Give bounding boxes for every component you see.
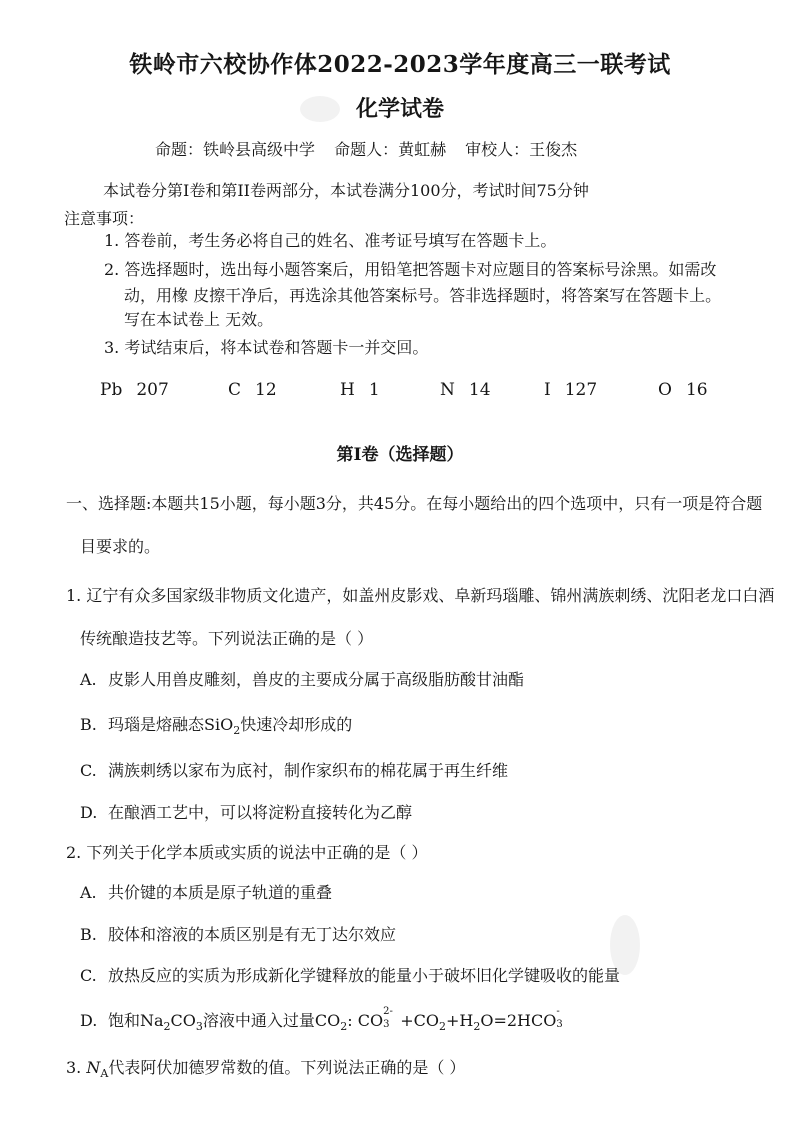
formula: +CO <box>395 1011 439 1030</box>
exam-subject: 化学试卷 <box>355 96 444 122</box>
formula: +H <box>445 1011 474 1030</box>
question-2-option-d <box>80 1006 563 1034</box>
section-instruction-continued: 目要求的。 <box>80 537 161 556</box>
element-symbol: N <box>440 380 455 400</box>
element-symbol: I <box>544 380 551 400</box>
option-label: B. <box>80 715 97 734</box>
formula-subscript: 3 <box>383 1019 390 1030</box>
question-number: 3. <box>66 1058 82 1077</box>
avogadro-symbol: N <box>86 1058 101 1077</box>
option-label: B. <box>80 925 97 944</box>
formula-subscript: 2 <box>473 1020 481 1034</box>
option-text: 放热反应的实质为形成新化学键释放的能量小于破坏旧化学键吸收的能量 <box>108 966 621 985</box>
atomic-mass-entry <box>544 380 597 400</box>
option-label: D. <box>80 803 98 822</box>
atomic-mass-entry <box>440 380 491 400</box>
question-text: 代表阿伏加德罗常数的值。下列说法正确的是（ ） <box>108 1058 466 1077</box>
exam-title: 铁岭市六校协作体2022-2023学年度高三一联考试 <box>129 51 671 78</box>
element-mass: 1 <box>368 380 380 400</box>
note-item: 1. 答卷前，考生务必将自己的姓名、准考证号填写在答题卡上。 <box>104 231 557 250</box>
formula-text: : CO <box>347 1011 384 1030</box>
note-item: 3. 考试结束后，将本试卷和答题卡一并交回。 <box>104 338 429 357</box>
element-mass: 127 <box>564 380 598 400</box>
atomic-mass-entry <box>100 380 169 400</box>
formula-subscript: 3 <box>195 1020 203 1034</box>
question-1-stem: 1. 辽宁有众多国家级非物质文化遗产，如盖州皮影戏、阜新玛瑙雕、锦州满族刺绣、沈阳老龙口白酒 <box>66 586 775 605</box>
notes-heading: 注意事项： <box>64 209 145 228</box>
element-symbol: H <box>340 380 355 400</box>
formula-subscript: A <box>100 1067 109 1081</box>
element-symbol: Pb <box>100 380 123 400</box>
formula-subscript: 3 <box>556 1019 563 1030</box>
atomic-mass-list <box>100 380 740 408</box>
element-symbol: C <box>228 380 242 400</box>
formula-subscript: 2 <box>340 1020 348 1034</box>
atomic-mass-entry <box>658 380 708 400</box>
question-2-option-a <box>80 880 332 903</box>
formula-superscript: 2- <box>383 1006 393 1017</box>
formula-subscript: 2 <box>438 1020 446 1034</box>
question-1-option-a <box>80 667 524 690</box>
exam-intro: 本试卷分第I卷和第II卷两部分，本试卷满分100分，考试时间75分钟 <box>103 181 589 200</box>
question-2-option-c <box>80 963 620 986</box>
option-text: 皮影人用兽皮雕刻，兽皮的主要成分属于高级脂肪酸甘油酯 <box>108 670 525 689</box>
option-text: 溶液中通入过量CO <box>202 1011 341 1030</box>
section-title: 第I卷（选择题） <box>336 445 464 465</box>
option-text: 胶体和溶液的本质区别是有无丁达尔效应 <box>108 925 397 944</box>
formula <box>347 1006 393 1030</box>
option-text: 共价键的本质是原子轨道的重叠 <box>108 883 333 902</box>
element-mass: 207 <box>136 380 169 400</box>
formula-text: O=2HCO <box>480 1011 557 1030</box>
formula: SiO <box>204 715 234 734</box>
atomic-mass-entry <box>228 380 277 400</box>
option-text: 饱和Na <box>108 1011 164 1030</box>
option-label: A. <box>80 670 97 689</box>
question-1-option-b <box>80 712 352 737</box>
note-item-continued: 动，用橡 皮擦干净后，再选涂其他答案标号。答非选择题时，将答案写在答题卡上。 <box>124 286 722 305</box>
option-label: C. <box>80 966 97 985</box>
question-1-option-d <box>80 800 412 823</box>
element-mass: 12 <box>255 380 277 400</box>
atomic-mass-entry <box>340 380 380 400</box>
element-mass: 14 <box>468 380 491 400</box>
section-instruction: 一、选择题:本题共15小题，每小题3分，共45分。在每小题给出的四个选项中，只有一项是符合题 <box>66 494 763 513</box>
element-symbol: O <box>658 380 672 400</box>
formula-subscript: 2 <box>163 1020 171 1034</box>
question-2-option-b <box>80 922 396 945</box>
option-text: 满族刺绣以家布为底衬，制作家织布的棉花属于再生纤维 <box>108 761 509 780</box>
option-label: D. <box>80 1011 98 1030</box>
option-text: 快速冷却形成的 <box>240 715 353 734</box>
formula-superscript: - <box>556 1006 560 1017</box>
note-item: 2. 答选择题时，选出每小题答案后，用铅笔把答题卡对应题目的答案标号涂黑。如需改 <box>104 260 717 279</box>
author-byline: 命题：铁岭县高级中学 命题人：黄虹赫 审校人：王俊杰 <box>155 140 578 159</box>
question-3-stem <box>66 1055 465 1080</box>
element-mass: 16 <box>685 380 708 400</box>
question-1-stem-continued: 传统酿造技艺等。下列说法正确的是（ ） <box>80 629 374 648</box>
formula <box>480 1006 563 1030</box>
option-text: 在酿酒工艺中，可以将淀粉直接转化为乙醇 <box>108 803 413 822</box>
formula: CO <box>170 1011 196 1030</box>
note-item-continued: 写在本试卷上 无效。 <box>124 310 274 329</box>
formula-subscript: 2 <box>233 724 241 738</box>
option-label: A. <box>80 883 97 902</box>
question-1-option-c <box>80 758 508 781</box>
option-text: 玛瑙是熔融态 <box>108 715 205 734</box>
question-2-stem: 2. 下列关于化学本质或实质的说法中正确的是（ ） <box>66 843 428 862</box>
option-label: C. <box>80 761 97 780</box>
